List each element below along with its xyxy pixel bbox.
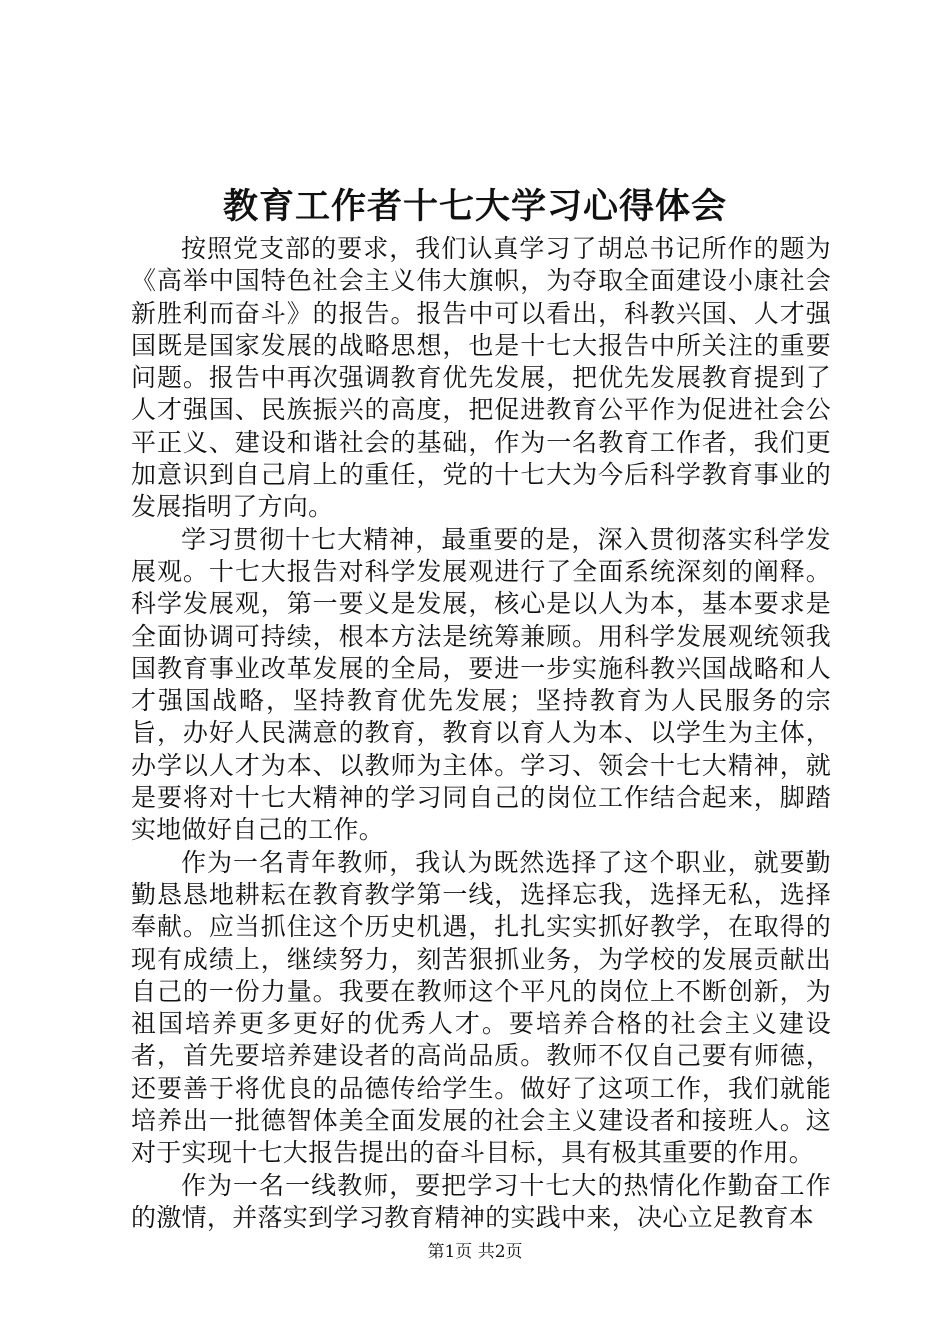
document-body <box>131 233 831 1234</box>
page-number-footer: 第1页 共2页 <box>427 1242 523 1262</box>
paragraph: 作为一名一线教师，要把学习十七大的热情化作勤奋工作的激情，并落实到学习教育精神的实践中来，决心立足教育本 <box>131 1170 831 1232</box>
paragraph: 按照党支部的要求，我们认真学习了胡总书记所作的题为《高举中国特色社会主义伟大旗帜，为夺取全面建设小康社会新胜利而奋斗》的报告。报告中可以看出，科教兴国、人才强国既是国家发展的战略思想，也是十七大报告中所关注的重要问题。报告中再次强调教育优先发展，把优先发展教育提到了人才强国、民族振兴的高度，把促进教育公平作为促进社会公平正义、建设和谐社会的基础，作为一名教育工作者，我们更加意识到自己肩上的重任，党的十七大为今后科学教育事业的发展指明了方向。 <box>131 234 831 522</box>
document-title: 教育工作者十七大学习心得体会 <box>222 186 727 227</box>
paragraph: 作为一名青年教师，我认为既然选择了这个职业，就要勤勤恳恳地耕耘在教育教学第一线，选择忘我，选择无私，选择奉献。应当抓住这个历史机遇，扎扎实实抓好教学，在取得的现有成绩上，继续努力，刻苦狠抓业务，为学校的发展贡献出自己的一份力量。我要在教师这个平凡的岗位上不断创新，为祖国培养更多更好的优秀人才。要培养合格的社会主义建设者，首先要培养建设者的高尚品质。教师不仅自己要有师德，还要善于将优良的品德传给学生。做好了这项工作，我们就能培养出一批德智体美全面发展的社会主义建设者和接班人。这对于实现十七大报告提出的奋斗目标，具有极其重要的作用。 <box>131 847 831 1168</box>
paragraph: 学习贯彻十七大精神，最重要的是，深入贯彻落实科学发展观。十七大报告对科学发展观进行了全面系统深刻的阐释。科学发展观，第一要义是发展，核心是以人为本，基本要求是全面协调可持续，根本方法是统筹兼顾。用科学发展观统领我国教育事业改革发展的全局，要进一步实施科教兴国战略和人才强国战略，坚持教育优先发展；坚持教育为人民服务的宗旨，办好人民满意的教育，教育以育人为本、以学生为主体，办学以人才为本、以教师为主体。学习、领会十七大精神，就是要将对十七大精神的学习同自己的岗位工作结合起来，脚踏实地做好自己的工作。 <box>131 524 831 845</box>
